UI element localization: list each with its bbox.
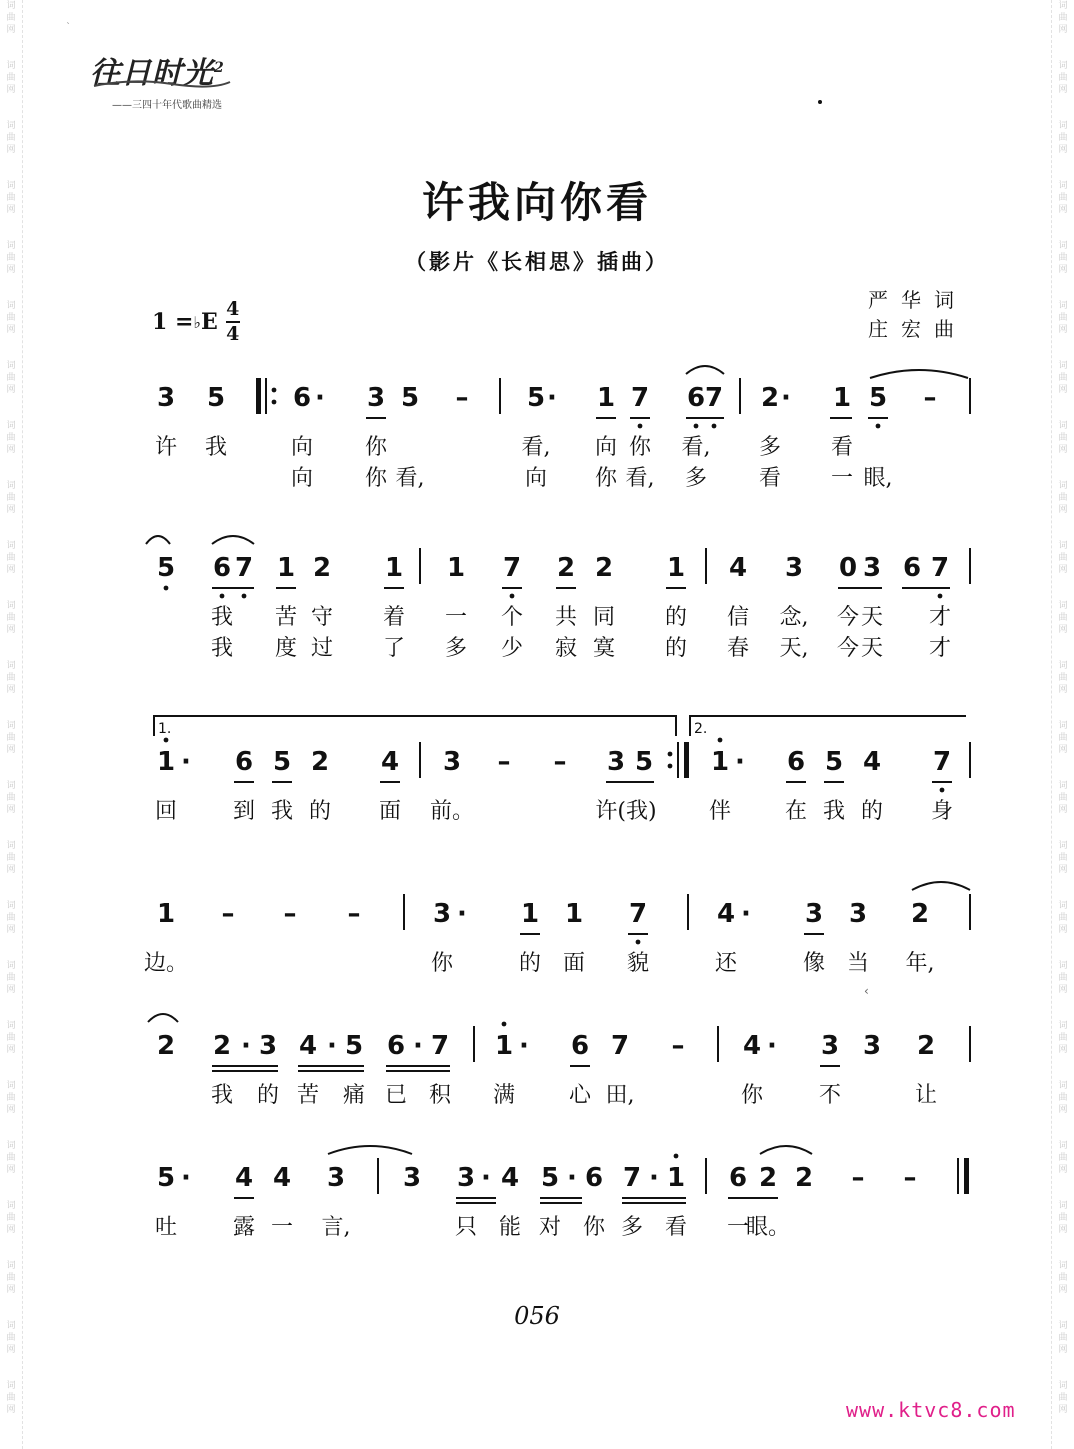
note-digit: 1 (494, 1031, 514, 1061)
augmentation-dot: · (315, 383, 325, 413)
note-digit: 2 (910, 899, 930, 929)
lyric-verse1: 一 (444, 605, 468, 630)
low-octave-dot (940, 788, 945, 793)
lyric-verse1: 守 (310, 605, 334, 630)
margin-watermark-unit: 词 曲 网 (1058, 61, 1068, 95)
lyric-verse1: 积 (428, 1083, 452, 1108)
lyric-verse1: 不 (818, 1083, 842, 1108)
margin-watermark-unit: 词 曲 网 (6, 361, 16, 395)
note-digit: 3 (258, 1031, 278, 1061)
slur-arc (760, 1146, 812, 1154)
low-octave-dot (712, 424, 717, 429)
margin-watermark-unit: 词 曲 网 (6, 481, 16, 515)
lyric-verse1: 田, (605, 1083, 635, 1108)
low-octave-dot (694, 424, 699, 429)
lyric-verse1: 苦 (274, 605, 298, 630)
note-digit: 1 (710, 747, 730, 777)
lyric-verse1: 能 (498, 1215, 522, 1240)
dash-sustain: – (903, 1163, 917, 1193)
note-digit: 5 (540, 1163, 560, 1193)
note-digit: 1 (596, 383, 616, 413)
note-digit: 3 (804, 899, 824, 929)
note-digit: 2 (916, 1031, 936, 1061)
margin-watermark-unit: 词 曲 网 (1058, 1201, 1068, 1235)
note-digit: 2 (212, 1031, 232, 1061)
scan-speck: ` (66, 22, 71, 33)
margin-watermark-unit: 词 曲 网 (6, 241, 16, 275)
lyric-verse1: 我 (204, 435, 228, 460)
page-number: 056 (514, 1302, 560, 1330)
note-digit: 3 (848, 899, 868, 929)
lyric-verse1: 的 (256, 1083, 280, 1108)
note-digit: 6 (386, 1031, 406, 1061)
margin-watermark-unit: 词 曲 网 (6, 721, 16, 755)
lyric-verse1: 共 (554, 605, 578, 630)
augmentation-dot: · (457, 899, 467, 929)
lyric-verse1: 伴 (708, 799, 732, 824)
lyric-verse1: 我 (822, 799, 846, 824)
note-digit: 3 (402, 1163, 422, 1193)
note-digit: 3 (862, 1031, 882, 1061)
augmentation-dot: · (781, 383, 791, 413)
note-digit: 5 (156, 1163, 176, 1193)
margin-watermark-unit: 词 曲 网 (1058, 181, 1068, 215)
note-digit: 5 (344, 1031, 364, 1061)
volta-label-first: 1. (158, 721, 172, 737)
note-digit: 4 (728, 553, 748, 583)
note-digit: 6 (584, 1163, 604, 1193)
note-digit: 4 (298, 1031, 318, 1061)
low-octave-dot (638, 424, 643, 429)
lyric-verse2: 的 (664, 636, 688, 661)
lyric-verse2: 向 (524, 466, 548, 491)
lyric-verse1: 像 (802, 951, 826, 976)
series-subtitle: ——三四十年代歌曲精选 (112, 100, 222, 111)
note-digit: 2 (794, 1163, 814, 1193)
augmentation-dot: · (241, 1031, 251, 1061)
lyric-verse1: 我 (210, 605, 234, 630)
dash-sustain: – (497, 747, 511, 777)
volta-bracket-first (154, 716, 676, 736)
lyricist-credit: 严华词 (868, 288, 967, 312)
high-octave-dot (718, 738, 723, 743)
margin-watermark-unit: 词 曲 网 (6, 61, 16, 95)
dash-sustain: – (347, 899, 361, 929)
margin-watermark-unit: 词 曲 网 (1058, 781, 1068, 815)
lyric-verse1: 个 (500, 605, 524, 630)
note-digit: 3 (862, 553, 882, 583)
margin-watermark-unit: 词 曲 网 (1058, 1, 1068, 35)
augmentation-dot: · (413, 1031, 423, 1061)
margin-watermark-unit: 词 曲 网 (1058, 1261, 1068, 1295)
margin-watermark-unit: 词 曲 网 (6, 1321, 16, 1355)
lyric-verse1: 的 (518, 951, 542, 976)
note-digit: 7 (622, 1163, 642, 1193)
margin-watermark-unit: 词 曲 网 (6, 961, 16, 995)
augmentation-dot: · (649, 1163, 659, 1193)
dash-sustain: – (851, 1163, 865, 1193)
margin-watermark-unit: 词 曲 网 (6, 1021, 16, 1055)
note-digit: 4 (234, 1163, 254, 1193)
lyric-verse2: 度 (274, 636, 298, 661)
margin-watermark-unit: 词 曲 网 (6, 781, 16, 815)
lyric-verse2: 眼, (863, 466, 893, 491)
note-digit: 5 (272, 747, 292, 777)
lyric-verse1: 身 (930, 799, 954, 824)
lyric-verse2: 我 (210, 636, 234, 661)
margin-watermark-unit: 词 曲 网 (1058, 541, 1068, 575)
margin-watermark-unit: 词 曲 网 (1058, 481, 1068, 515)
lyric-verse2: 少 (500, 636, 524, 661)
note-digit: 5 (824, 747, 844, 777)
lyric-verse1: 苦 (296, 1083, 320, 1108)
lyric-verse1: 满 (492, 1083, 516, 1108)
lyric-verse2: 了 (382, 636, 406, 661)
slur-arc (912, 882, 970, 890)
lyric-verse2: 你 (364, 466, 388, 491)
note-digit: 6 (570, 1031, 590, 1061)
note-digit: 4 (862, 747, 882, 777)
note-digit: 2 (312, 553, 332, 583)
repeat-dot (668, 764, 673, 769)
note-digit: 5 (868, 383, 888, 413)
lyric-verse1: 一 (270, 1215, 294, 1240)
lyric-verse2: 多 (684, 466, 708, 491)
lyric-verse1: 在 (784, 799, 808, 824)
margin-watermark-unit: 词 曲 网 (6, 1261, 16, 1295)
margin-watermark-unit: 词 曲 网 (1058, 1141, 1068, 1175)
note-digit: 5 (206, 383, 226, 413)
note-digit: 2 (156, 1031, 176, 1061)
dash-sustain: – (221, 899, 235, 929)
margin-watermark-unit: 词 曲 网 (1058, 661, 1068, 695)
lyric-verse2: 今 (836, 636, 860, 661)
lyric-verse1: 痛 (342, 1083, 366, 1108)
note-digit: 7 (502, 553, 522, 583)
note-digit: 7 (704, 383, 724, 413)
lyric-verse1: 今 (836, 605, 860, 630)
low-octave-dot (938, 594, 943, 599)
low-octave-dot (242, 594, 247, 599)
margin-watermark-unit: 词 曲 网 (6, 181, 16, 215)
lyric-verse1: 一 (726, 1215, 750, 1240)
dash-sustain: – (923, 383, 937, 413)
flat-sign: ♭ (193, 312, 201, 332)
lyric-verse2: 过 (310, 636, 334, 661)
repeat-dot (668, 752, 673, 757)
note-digit: 3 (432, 899, 452, 929)
margin-watermark-unit: 词 曲 网 (1058, 721, 1068, 755)
slur-arc (870, 370, 968, 378)
note-digit: 0 (838, 553, 858, 583)
note-digit: 6 (902, 553, 922, 583)
lyric-verse2: 寞 (592, 636, 616, 661)
note-digit: 5 (634, 747, 654, 777)
margin-watermark-unit: 词 曲 网 (6, 301, 16, 335)
repeat-dot (272, 400, 277, 405)
lyric-verse1: 你 (628, 435, 652, 460)
note-digit: 4 (500, 1163, 520, 1193)
site-watermark: www.ktvc8.com (846, 1398, 1016, 1422)
lyric-verse1: 看, (681, 435, 711, 460)
lyric-verse1: 看 (664, 1215, 688, 1240)
note-digit: 2 (594, 553, 614, 583)
note-digit: 6 (212, 553, 232, 583)
note-digit: 1 (156, 899, 176, 929)
volta-bracket-second (690, 716, 966, 736)
slur-arc (328, 1146, 412, 1154)
high-octave-dot (164, 738, 169, 743)
lyric-verse1: 前。 (429, 799, 475, 824)
lyric-verse2: 才 (928, 636, 952, 661)
lyric-verse1: 你 (740, 1083, 764, 1108)
note-digit: 4 (742, 1031, 762, 1061)
note-digit: 2 (760, 383, 780, 413)
note-digit: 6 (234, 747, 254, 777)
time-signature-top: 4 (226, 298, 240, 320)
note-digit: 2 (758, 1163, 778, 1193)
note-digit: 7 (630, 383, 650, 413)
dash-sustain: – (455, 383, 469, 413)
margin-watermark-unit: 词 曲 网 (1058, 841, 1068, 875)
low-octave-dot (876, 424, 881, 429)
margin-watermark-unit: 词 曲 网 (1058, 1081, 1068, 1115)
lyric-verse1: 多 (758, 435, 782, 460)
note-digit: 4 (716, 899, 736, 929)
series-title-logo: 往日时光$^2$ (90, 56, 225, 91)
margin-watermark-unit: 词 曲 网 (6, 1081, 16, 1115)
augmentation-dot: · (735, 747, 745, 777)
lyric-verse1: 对 (538, 1215, 562, 1240)
lyric-verse1: 我 (210, 1083, 234, 1108)
lyric-verse1: 的 (664, 605, 688, 630)
lyric-verse2: 一 (830, 466, 854, 491)
lyric-verse1: 让 (914, 1083, 938, 1108)
note-digit: 1 (446, 553, 466, 583)
lyric-verse1: 看 (830, 435, 854, 460)
composer-credit: 庄宏曲 (868, 317, 967, 341)
lyric-verse1: 心 (568, 1083, 592, 1108)
high-octave-dot (674, 1154, 679, 1159)
margin-watermark-unit: 词 曲 网 (6, 661, 16, 695)
note-digit: 3 (442, 747, 462, 777)
lyric-verse1: 的 (860, 799, 884, 824)
lyric-verse1: 到 (232, 799, 256, 824)
augmentation-dot: · (327, 1031, 337, 1061)
key-note: E (200, 309, 218, 335)
note-digit: 7 (932, 747, 952, 777)
lyric-verse2: 寂 (554, 636, 578, 661)
note-digit: 1 (156, 747, 176, 777)
margin-watermark-unit: 词 曲 网 (6, 1381, 16, 1415)
lyric-verse1: 言, (321, 1215, 351, 1240)
lyric-verse1: 边。 (143, 951, 189, 976)
lyric-verse1: 向 (594, 435, 618, 460)
lyric-verse2: 天, (779, 636, 809, 661)
augmentation-dot: · (181, 1163, 191, 1193)
dash-sustain: – (283, 899, 297, 929)
lyric-verse2: 天 (860, 636, 884, 661)
augmentation-dot: · (741, 899, 751, 929)
note-digit: 4 (380, 747, 400, 777)
augmentation-dot: · (567, 1163, 577, 1193)
thick-barline (964, 1158, 969, 1194)
margin-watermark-unit: 词 曲 网 (6, 841, 16, 875)
note-digit: 3 (820, 1031, 840, 1061)
note-digit: 3 (606, 747, 626, 777)
note-digit: 3 (366, 383, 386, 413)
lyric-verse1: 多 (620, 1215, 644, 1240)
lyric-verse1: 天 (860, 605, 884, 630)
augmentation-dot: · (767, 1031, 777, 1061)
lyric-verse1: 的 (308, 799, 332, 824)
note-digit: 3 (456, 1163, 476, 1193)
lyric-verse2: 春 (726, 636, 750, 661)
margin-watermark-unit: 词 曲 网 (1058, 901, 1068, 935)
note-digit: 2 (556, 553, 576, 583)
margin-watermark-unit: 词 曲 网 (1058, 1381, 1068, 1415)
volta-label-second: 2. (694, 721, 708, 737)
margin-watermark-unit: 词 曲 网 (6, 1201, 16, 1235)
slur-arc (146, 536, 170, 544)
song-subtitle: （影片《长相思》插曲） (405, 249, 669, 274)
note-digit: 1 (832, 383, 852, 413)
margin-watermark-unit: 词 曲 网 (6, 121, 16, 155)
time-signature-bottom: 4 (226, 323, 240, 345)
augmentation-dot: · (547, 383, 557, 413)
margin-watermark-unit: 词 曲 网 (6, 1, 16, 35)
slur-arc (212, 536, 254, 544)
margin-watermark-unit: 词 曲 网 (6, 601, 16, 635)
low-octave-dot (220, 594, 225, 599)
lyric-verse1: 露 (232, 1215, 256, 1240)
lyric-verse1: 信 (726, 605, 750, 630)
lyric-verse1: 许 (154, 435, 178, 460)
thick-barline (256, 378, 261, 414)
lyric-verse1: 你 (430, 951, 454, 976)
lyric-verse1: 面 (378, 799, 402, 824)
lyric-verse1: 向 (290, 435, 314, 460)
lyric-verse2: 看, (625, 466, 655, 491)
thick-barline (684, 742, 689, 778)
lyric-verse1: 当 (846, 951, 870, 976)
repeat-dot (272, 388, 277, 393)
lyric-verse1: 面 (562, 951, 586, 976)
note-digit: 1 (520, 899, 540, 929)
lyric-verse2: 你 (594, 466, 618, 491)
note-digit: 5 (156, 553, 176, 583)
note-digit: 7 (610, 1031, 630, 1061)
note-digit: 5 (400, 383, 420, 413)
lyric-verse2: 向 (290, 466, 314, 491)
note-digit: 5 (526, 383, 546, 413)
lyric-verse1: 我 (270, 799, 294, 824)
augmentation-dot: · (519, 1031, 529, 1061)
lyric-verse1: 眼。 (745, 1215, 791, 1240)
slur-arc (148, 1014, 178, 1022)
lyric-verse1: 貌 (626, 951, 650, 976)
margin-watermark-unit: 词 曲 网 (1058, 601, 1068, 635)
lyric-verse1: 念, (779, 605, 809, 630)
note-digit: 6 (292, 383, 312, 413)
lyric-verse2: 看 (758, 466, 782, 491)
note-digit: 3 (784, 553, 804, 583)
low-octave-dot (636, 940, 641, 945)
lyric-verse1: 同 (592, 605, 616, 630)
margin-watermark-unit: 词 曲 网 (1058, 361, 1068, 395)
note-digit: 3 (156, 383, 176, 413)
lyric-verse1: 许(我) (595, 799, 657, 824)
note-digit: 7 (628, 899, 648, 929)
margin-watermark-unit: 词 曲 网 (6, 1141, 16, 1175)
margin-watermark-unit: 词 曲 网 (1058, 241, 1068, 275)
margin-watermark-unit: 词 曲 网 (1058, 961, 1068, 995)
margin-watermark-unit: 词 曲 网 (1058, 301, 1068, 335)
dash-sustain: – (553, 747, 567, 777)
pencil-tick: ‹ (864, 984, 869, 998)
lyric-verse1: 着 (382, 605, 406, 630)
margin-watermark-unit: 词 曲 网 (1058, 421, 1068, 455)
slur-arc (686, 366, 724, 374)
margin-watermark-unit: 词 曲 网 (6, 901, 16, 935)
lyric-verse1: 看, (521, 435, 551, 460)
song-title: 许我向你看 (421, 178, 652, 227)
augmentation-dot: · (481, 1163, 491, 1193)
note-digit: 1 (276, 553, 296, 583)
note-digit: 1 (666, 553, 686, 583)
lyric-verse1: 你 (364, 435, 388, 460)
lyric-verse1: 还 (714, 951, 738, 976)
note-digit: 6 (686, 383, 706, 413)
lyric-verse1: 回 (154, 799, 178, 824)
note-digit: 7 (234, 553, 254, 583)
note-digit: 1 (666, 1163, 686, 1193)
margin-watermark-unit: 词 曲 网 (6, 541, 16, 575)
note-digit: 2 (310, 747, 330, 777)
high-octave-dot (502, 1022, 507, 1027)
low-octave-dot (510, 594, 515, 599)
key-prefix: 1 = (152, 309, 194, 335)
note-digit: 7 (930, 553, 950, 583)
note-digit: 4 (272, 1163, 292, 1193)
margin-watermark-unit: 词 曲 网 (6, 421, 16, 455)
note-digit: 1 (564, 899, 584, 929)
lyric-verse2: 看, (395, 466, 425, 491)
augmentation-dot: · (181, 747, 191, 777)
margin-watermark-unit: 词 曲 网 (1058, 121, 1068, 155)
lyric-verse2: 多 (444, 636, 468, 661)
lyric-verse1: 吐 (154, 1215, 178, 1240)
margin-watermark-unit: 词 曲 网 (1058, 1021, 1068, 1055)
lyric-verse1: 才 (928, 605, 952, 630)
margin-watermark-unit: 词 曲 网 (1058, 1321, 1068, 1355)
lyric-verse1: 已 (384, 1083, 408, 1108)
note-digit: 6 (786, 747, 806, 777)
lyric-verse1: 你 (582, 1215, 606, 1240)
note-digit: 6 (728, 1163, 748, 1193)
lyric-verse1: 只 (454, 1215, 478, 1240)
low-octave-dot (164, 586, 169, 591)
note-digit: 1 (384, 553, 404, 583)
note-digit: 7 (430, 1031, 450, 1061)
dash-sustain: – (671, 1031, 685, 1061)
lyric-verse1: 年, (905, 951, 935, 976)
note-digit: 3 (326, 1163, 346, 1193)
